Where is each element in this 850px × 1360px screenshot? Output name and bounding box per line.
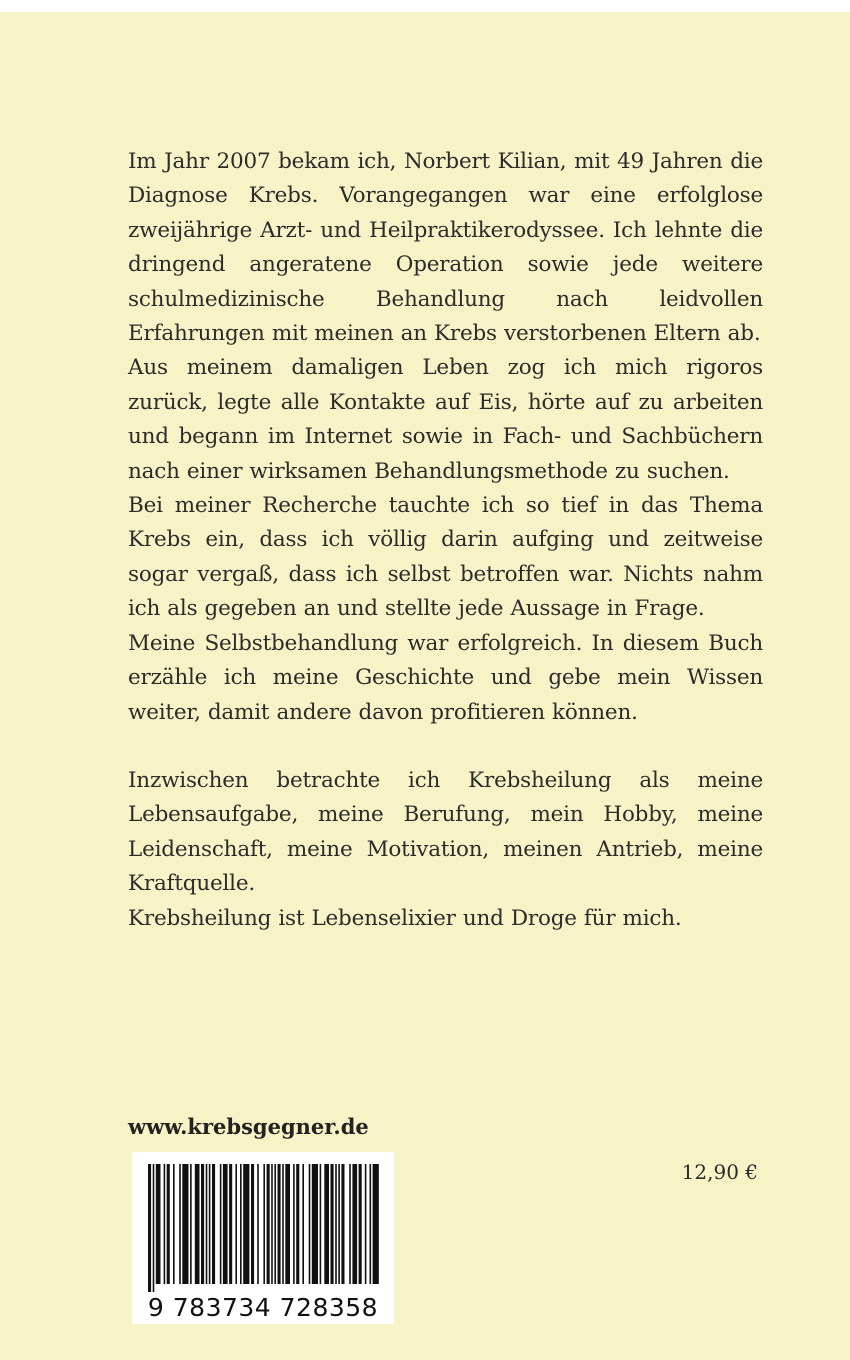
barcode-bar: [206, 1164, 208, 1284]
barcode-bar: [274, 1164, 276, 1284]
barcode-bar: [335, 1164, 337, 1284]
barcode-bar: [359, 1164, 362, 1284]
barcode-bar: [212, 1164, 215, 1284]
barcode-bar: [282, 1164, 284, 1284]
barcode-bar: [338, 1164, 340, 1284]
barcode-bar: [285, 1164, 290, 1284]
barcode-bar: [235, 1164, 237, 1284]
barcode-bar: [320, 1164, 322, 1284]
paragraph-spacer: [128, 730, 763, 764]
isbn-barcode: [132, 1152, 394, 1324]
barcode-bar: [153, 1164, 155, 1292]
barcode-bar: [302, 1164, 304, 1284]
blurb-paragraph-5: Inzwischen betrachte ich Krebsheilung als meine Lebensaufgabe, meine Berufung, mein Hobby, meine Leidenschaft, meine Motivation, meinen Antrieb, meine Kraftquelle.: [128, 767, 763, 897]
barcode-bars: [132, 1152, 394, 1292]
barcode-bar: [309, 1164, 311, 1284]
barcode-bar: [173, 1164, 175, 1284]
barcode-bar: [263, 1164, 265, 1284]
barcode-bar: [148, 1164, 151, 1292]
barcode-bar: [257, 1164, 259, 1284]
barcode-bar: [271, 1164, 273, 1284]
blurb-paragraph-6: Krebsheilung ist Lebenselixier und Droge für mich.: [128, 905, 682, 931]
barcode-bar: [296, 1164, 299, 1284]
barcode-bar: [167, 1164, 170, 1284]
barcode-bar: [331, 1164, 334, 1284]
barcode-bar: [251, 1164, 254, 1284]
blurb-paragraph-4: Meine Selbstbehandlung war erfolgreich. In diesem Buch erzähle ich meine Geschichte und gebe mein Wissen weiter, damit andere davon profitieren können.: [128, 630, 763, 725]
barcode-bar: [267, 1164, 270, 1284]
blurb-paragraph-1: Im Jahr 2007 bekam ich, Norbert Kilian, mit 49 Jahren die Diagnose Krebs. Vorangegangen war eine erfolglose zweijährige Arzt- und Heilpraktikerodyssee. Ich lehnte die dringend angeratene Operation sowie jede weitere schulmedizinische Behandlung nach leidvollen Erfahrungen mit meinen an Krebs verstorbenen Eltern ab.: [128, 149, 763, 347]
barcode-bar: [164, 1164, 166, 1284]
barcode-bar: [324, 1164, 329, 1284]
blurb-text: [128, 145, 763, 936]
price-label: 12,90 €: [681, 1160, 758, 1184]
barcode-bar: [195, 1164, 200, 1284]
isbn-number: 9 783734 728358: [147, 1293, 379, 1322]
barcode-bar: [190, 1164, 192, 1284]
barcode-bar: [182, 1164, 188, 1284]
barcode-bar: [229, 1164, 232, 1284]
barcode-bar: [240, 1164, 242, 1284]
barcode-bar: [293, 1164, 295, 1284]
barcode-bar: [223, 1164, 228, 1284]
barcode-bar: [278, 1164, 281, 1284]
blurb-paragraph-3: Bei meiner Recherche tauchte ich so tief in das Thema Krebs ein, dass ich völlig darin aufging und zeitweise sogar vergaß, dass ich selbst betroffen war. Nichts nahm ich als gegeben an und stellte jede Aussage in Frage.: [128, 493, 763, 622]
barcode-bar: [201, 1164, 204, 1284]
book-back-cover: [0, 12, 850, 1360]
blurb-paragraph-2: Aus meinem damaligen Leben zog ich mich rigoros zurück, legte alle Kontakte auf Eis, hörte auf zu arbeiten und begann im Internet sowie in Fach- und Sachbüchern nach einer wirksamen Behandlungsmethode zu suchen.: [128, 355, 763, 484]
barcode-bar: [370, 1164, 372, 1284]
barcode-bar: [349, 1164, 351, 1284]
barcode-bar: [312, 1164, 318, 1284]
barcode-bar: [156, 1164, 161, 1284]
website-link[interactable]: www.krebsgegner.de: [128, 1114, 369, 1139]
barcode-bar: [352, 1164, 357, 1284]
barcode-bar: [220, 1164, 222, 1284]
barcode-bar: [373, 1164, 379, 1284]
barcode-bar: [209, 1164, 211, 1284]
barcode-bar: [179, 1164, 181, 1284]
barcode-bar: [341, 1164, 344, 1284]
barcode-bar: [243, 1164, 249, 1284]
barcode-bar: [365, 1164, 367, 1284]
